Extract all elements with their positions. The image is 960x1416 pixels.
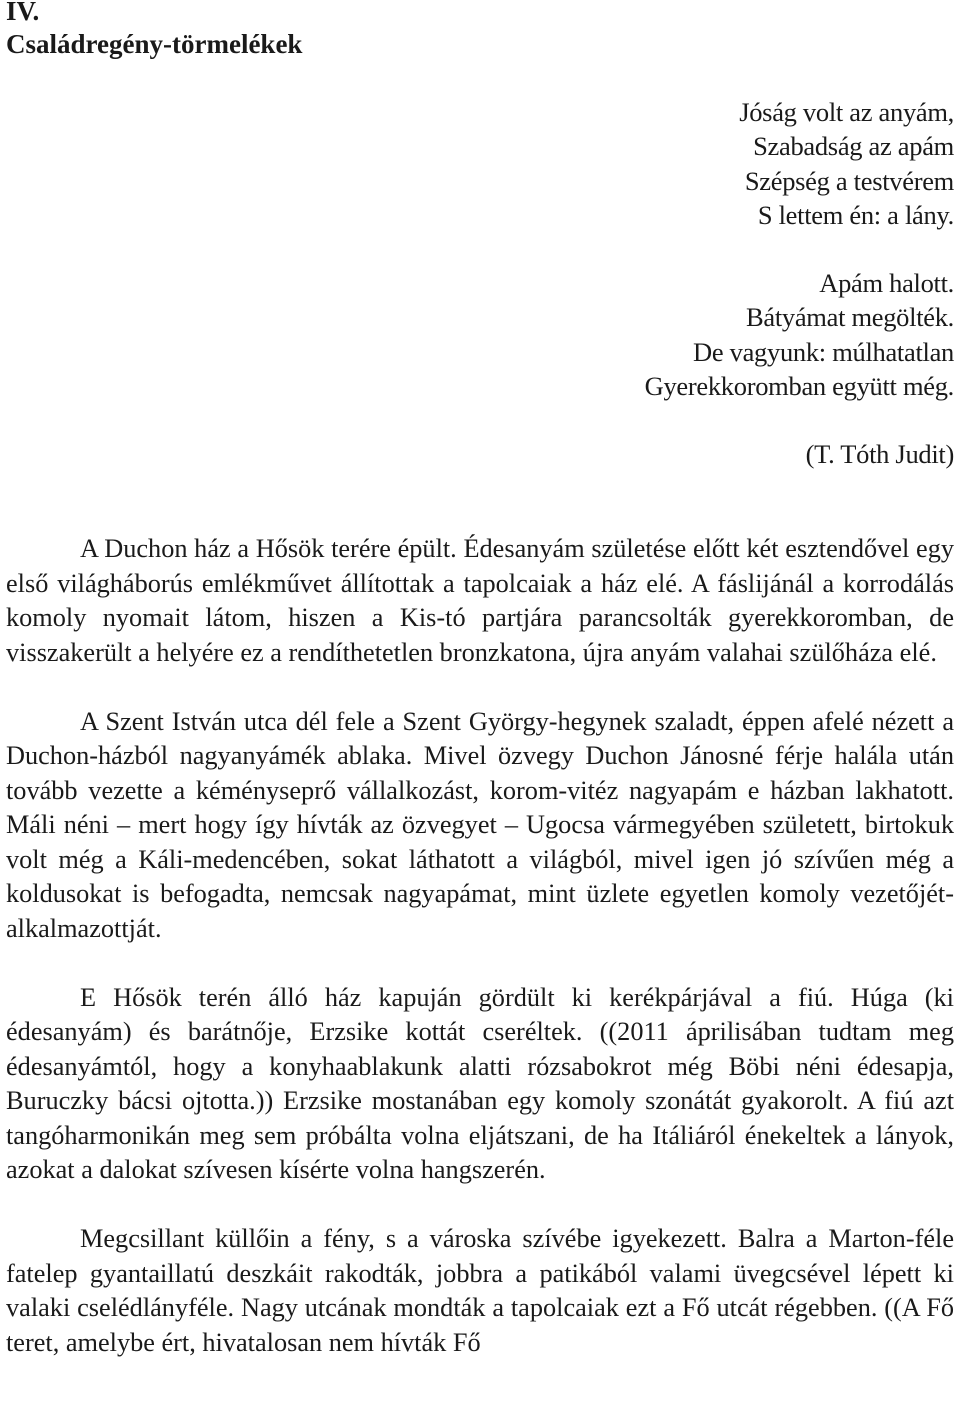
- paragraph: A Szent István utca dél fele a Szent György-hegynek szaladt, éppen afelé nézett a Duchon-házból nagyanyámék ablaka. Mivel özvegy Duchon Jánosné férje halála után tovább vezette a kéményseprő vállalkozást, korom-vitéz nagyapám e házban lakhatott. Máli néni – mert hogy így hívták az özvegyet – Ugocsa vármegyében született, birtokuk volt még a Káli-medencében, sokat láthatott a világból, mivel igen jó szívűen még a koldusokat is befogadta, nemcsak nagyapámat, mint üzlete egyetlen komoly vezetőjét-alkalmazottját.: [6, 706, 954, 943]
- paragraph: A Duchon ház a Hősök terére épült. Édesanyám születése előtt két esztendővel egy első világháborús emlékművet állítottak a tapolcaiak a ház elé. A fáslijánál a korrodálás komoly nyomait látom, hiszen a Kis-tó partjára parancsolták gyerekkoromban, de visszakerült a helyére ez a rendíthetetlen bronzkatona, újra anyám valahai szülőháza elé.: [6, 534, 954, 667]
- poem-line: Bátyámat megölték.: [745, 302, 954, 333]
- chapter-number: IV.: [6, 0, 40, 26]
- poem-line: De vagyunk: múlhatatlan: [693, 336, 954, 367]
- paragraph: E Hősök terén álló ház kapuján gördült ki kerékpárjával a fiú. Húga (ki édesanyám) és barátnője, Erzsike kottát cseréltek. ((2011 áprilisában tudtam meg édesanyámtól, hogy a konyhaablakunk alatti rózsabokrot még Böbi néni édesapja, Buruczky bácsi ojtotta.)) Erzsike mostanában egy komoly szonátát gyakorolt. A fiú azt tangóharmonikán meg sem próbálta volna eljátszani, de ha Itáliáról énekeltek a lányok, azokat a dalokat szívesen kísérte volna hangszerén.: [6, 982, 954, 1184]
- poem-line: Apám halott.: [819, 268, 954, 299]
- paragraph: Megcsillant küllőin a fény, s a városka szívébe igyekezett. Balra a Marton-féle fatelep gyantaillatú deszkáit rakodták, jobbra a patikából valami üvegcsével lépett ki valaki cselédlányféle. Nagy utcának mondták a tapolcaiak ezt a Fő utcát régebben. ((A Fő teret, amelybe ért, hivatalosan nem hívták Fő: [6, 1224, 954, 1357]
- poem-line: Szépség a testvérem: [744, 165, 954, 196]
- chapter-title: Családregény-törmelékek: [6, 29, 303, 59]
- poem-line: Jóság volt az anyám,: [739, 97, 954, 127]
- poem-line: S lettem én: a lány.: [757, 199, 954, 230]
- body-text: [6, 532, 954, 1360]
- poem-line: Szabadság az apám: [753, 131, 954, 162]
- poem-stanza: [645, 266, 954, 403]
- poem-author: (T. Tóth Judit): [805, 439, 954, 470]
- epigraph-poem: [645, 95, 954, 472]
- poem-line: Gyerekkoromban együtt még.: [644, 371, 954, 402]
- poem-stanza: [645, 95, 954, 232]
